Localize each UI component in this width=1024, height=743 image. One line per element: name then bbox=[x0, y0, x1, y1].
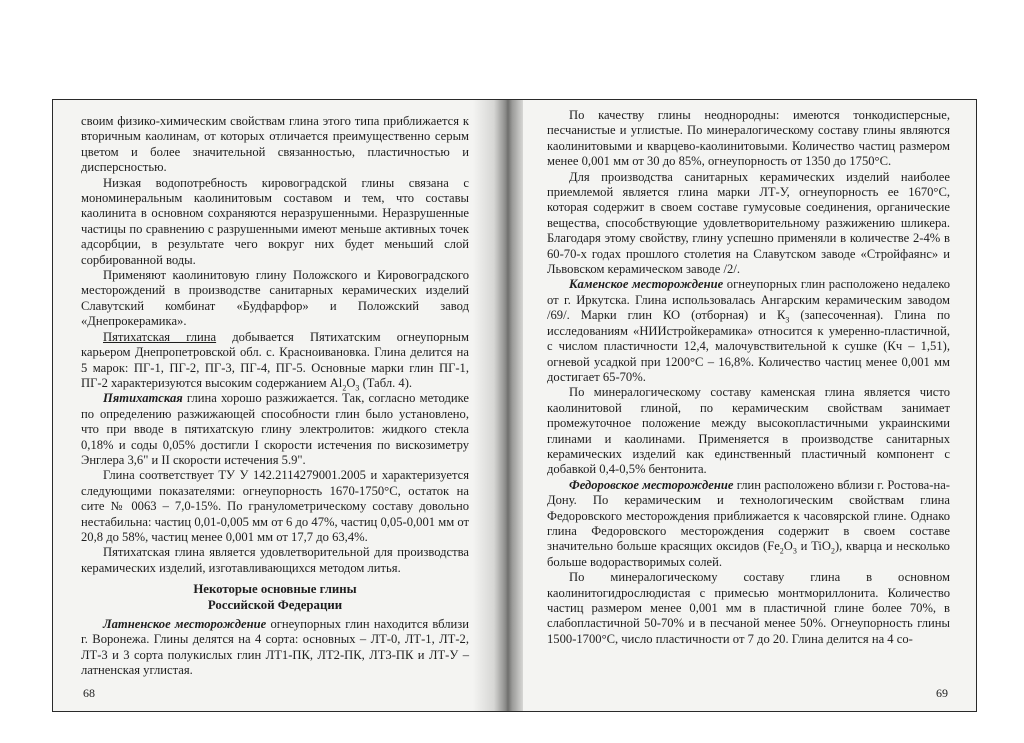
section-heading-line: Некоторые основные глины bbox=[193, 582, 357, 597]
paragraph-text: и TiO bbox=[796, 539, 831, 554]
paragraph bbox=[81, 330, 469, 392]
subscript: 2 bbox=[830, 546, 835, 556]
left-page-text bbox=[81, 114, 469, 679]
paragraph bbox=[547, 478, 950, 570]
paragraph-text: огнеупорных глин находится вблизи г. Воронежа. Глины делятся на 4 сорта: основных – ЛТ-0, ЛТ-1, ЛТ-2, ЛТ-3 и 3 сорта полукислых глин ЛТ1-ПК, ЛТ2-ПК, ЛТ3-ПК и ЛТ-У – латненская углистая. bbox=[81, 617, 469, 678]
book-spread-scan bbox=[52, 99, 977, 712]
paragraph-text: O bbox=[783, 539, 793, 554]
left-page bbox=[53, 100, 493, 711]
page-number: 69 bbox=[936, 686, 948, 700]
emphasized-term: Каменское месторождение bbox=[569, 277, 724, 292]
paragraph: По минералогическому составу глина в основном каолинитогидрослюдистая с примесью монтмориллонита. Количество частиц размером менее 0,001 мм в пластичной глине более 70%, в слабопластичной 50-70% и в песчаной менее 50%. Огнеупорность глины 1500-1700°С, число пластичности от 7 до 20. Глина делится на 4 со- bbox=[547, 570, 950, 646]
paragraph-text: глин расположено вблизи г. Ростова-на-Дону. По керамическим и технологическим свойствам глина Федоровского месторождения приближается к часовярской глине. Однако глина Федоровского месторождения содержит в своем составе значительно больше красящих оксидов (Fe bbox=[547, 477, 950, 554]
subscript: 3 bbox=[792, 546, 797, 556]
paragraph: своим физико-химическим свойствам глина этого типа приближается к вторичным каолинам, от которых отличается преимущественно серым цветом и более значительной связанностью, пластичностью и дисперсностью. bbox=[81, 114, 469, 175]
paragraph: Применяют каолинитовую глину Положского и Кировоградского месторождений в производстве санитарных керамических изделий Славутский комбинат «Будфарфор» и Положский завод «Днепрокерамика». bbox=[81, 268, 469, 329]
subscript: 2 bbox=[342, 383, 347, 393]
paragraph bbox=[547, 277, 950, 385]
paragraph bbox=[81, 391, 469, 468]
subscript: 3 bbox=[355, 383, 360, 393]
paragraph: Глина соответствует ТУ У 142.2114279001.2005 и характеризуется следующими показателями: огнеупорность 1670-1750°С, остаток на сите № 0063 – 7,0-15%. По гранулометрическому составу довольно нестабильна: частиц 0,01-0,005 мм от 6 до 47%, частиц 0,05-0,001 мм от 20,8 до 58%, частиц менее 0,001 мм от 17,7 до 63,4%. bbox=[81, 468, 469, 544]
paragraph bbox=[81, 617, 469, 679]
paragraph: Для производства санитарных керамических изделий наиболее приемлемой является глина марки ЛТ-У, огнеупорность ее 1670°С, которая содержит в своем составе гумусовые соединения, органические вещества, способствующие удовлетворительному разжижению шликера. Благодаря этому свойству, глину успешно применяли в количестве 2-4% в 60-70-х годах прошлого столетия на Славутском заводе «Стройфаянс» и Львовском керамическом заводе /2/. bbox=[547, 169, 950, 277]
subscript: 2 bbox=[779, 546, 784, 556]
emphasized-term: Пятихатская bbox=[103, 391, 183, 406]
paragraph-text: огнеупорных глин расположено недалеко от г. Иркутска. Глина использовалась Ангарским керамическим заводом /69/. Марки глин КО (отборная) и К bbox=[547, 277, 950, 323]
paragraph-text: добывается Пятихатским огнеупорным карьером Днепропетровской обл. с. Красноивановка. Глина делится на 5 марок: ПГ-1, ПГ-2, ПГ-3, ПГ-4, ПГ-5. Основные марки глин ПГ-1, ПГ-2 характеризуются высоким содержанием Al bbox=[81, 329, 469, 390]
paragraph-text: (Табл. 4). bbox=[359, 375, 413, 390]
paragraph: Пятихатская глина является удовлетворительной для производства керамических изделий, изготавливающихся методом литья. bbox=[81, 545, 469, 575]
emphasized-term: Латненское месторождение bbox=[103, 617, 267, 631]
paragraph: По качеству глины неоднородны: имеются тонкодисперсные, песчанистые и углистые. По минералогическому составу глины являются каолинитовыми и кварцево-каолинитовыми. Количество частиц размером менее 0,001 мм от 30 до 85%, огнеупорность от 1350 до 1750°С. bbox=[547, 108, 950, 169]
right-page bbox=[523, 100, 976, 711]
paragraph-text: глина хорошо разжижается. Так, согласно методике по определению разжижающей способности глин было установлено, что при вводе в пятихатскую глину электролитов: жидкого стекла 0,18% и соды 0,05% достигли I скорости истечения по вискозиметру Энглера 3,6" и II скорости истечения 5.9". bbox=[81, 391, 469, 467]
paragraph-text: (запесоченная). Глина по исследованиям «НИИстройкерамика» относится к умеренно-пластичной, с числом пластичности 12,4, малочувствительной к сушке (Кч – 1,51), огневой усадкой при 1200°С – 16,8%. Количество частиц менее 0,001 мм достигает 65-70%. bbox=[547, 308, 950, 384]
right-page-text bbox=[547, 108, 950, 647]
subscript: 3 bbox=[785, 315, 790, 325]
underlined-term: Пятихатская глина bbox=[103, 329, 217, 344]
paragraph: Низкая водопотребность кировоградской глины связана с мономинеральным каолинитовым составом и тем, что составы каолинита в основном сохраняются неразрушенными. Неразрушенные частицы по сравнению с разрушенными имеют меньше активных точек адсорбции, в результате чего вокруг них будет меньший слой сорбированной воды. bbox=[81, 175, 469, 267]
page-number: 68 bbox=[83, 686, 95, 700]
paragraph-text: O bbox=[346, 375, 356, 390]
paragraph: По минералогическому составу каменская глина является чисто каолинитовой глиной, по керамическим свойствам занимает промежуточное положение между высокопластичными украинскими глинами и каолинами. Применяется в производстве санитарных керамических изделий как единственный пластичный компонент с добавкой 0,4-0,5% бентонита. bbox=[547, 385, 950, 477]
section-heading bbox=[81, 582, 469, 613]
paragraph-text: ), кварца и несколько больше водорастворимых солей. bbox=[547, 539, 950, 569]
section-heading-line: Российской Федерации bbox=[207, 597, 343, 612]
emphasized-term: Федоровское месторождение bbox=[569, 477, 734, 492]
